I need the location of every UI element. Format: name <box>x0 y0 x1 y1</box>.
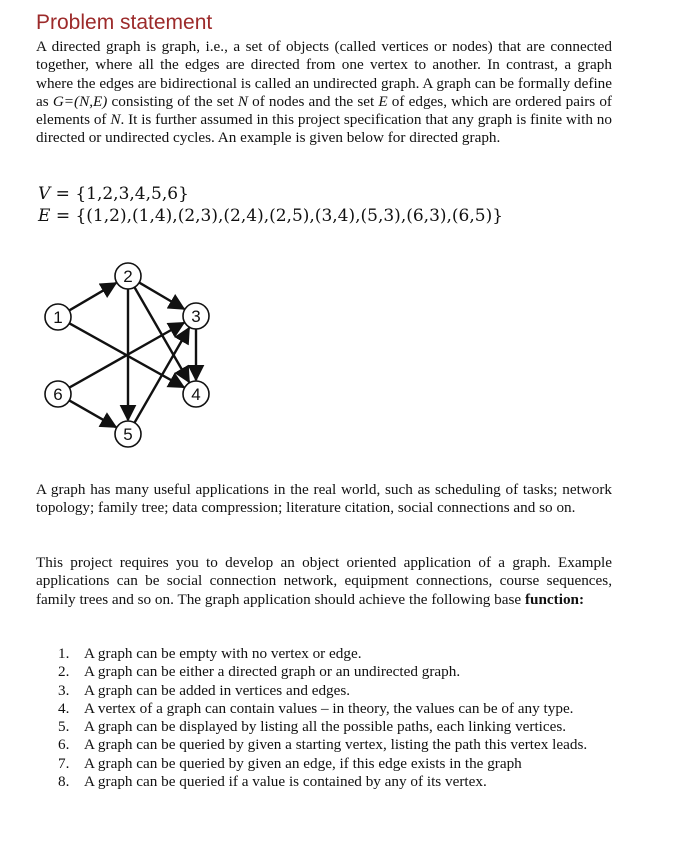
node-6 <box>45 381 71 407</box>
intro-node-set: N <box>237 92 248 110</box>
requirements-bold-label: function: <box>524 590 585 608</box>
applications-paragraph: A graph has many useful applications in the real world, such as scheduling of tasks; network topology; family tree; data compression; literature citation, social connections and so on. <box>36 481 612 517</box>
list-item: 2. A graph can be either a directed graph or an undirected graph. <box>58 663 461 681</box>
edge-1-2 <box>69 283 116 310</box>
directed-graph-diagram <box>36 258 222 454</box>
node-label: 3 <box>191 307 201 326</box>
intro-paragraph <box>36 38 612 148</box>
list-item: 8. A graph can be queried if a value is contained by any of its vertex. <box>58 773 487 791</box>
intro-text-1: A directed graph is graph, i.e., a set of objects (called vertices or nodes) that are connected together, where all the edges are directed from one vertex to another. In contrast, a graph where the edges are bidirectional is called an undirected graph. A graph can be formally define as <box>36 38 612 110</box>
edge-5-3 <box>134 328 189 423</box>
node-label: 4 <box>191 385 201 404</box>
node-3 <box>183 303 209 329</box>
list-item: 4. A vertex of a graph can contain values – in theory, the values can be of any type. <box>58 699 574 717</box>
function-list <box>58 645 618 791</box>
intro-text-2: consisting of the set <box>107 92 238 110</box>
list-item: 6. A graph can be queried by given a starting vertex, listing the path this vertex leads. <box>58 736 588 754</box>
intro-edge-set: E <box>378 92 388 110</box>
list-item: 7. A graph can be queried by given an edge, if this edge exists in the graph <box>58 754 522 772</box>
list-item: 5. A graph can be displayed by listing all the possible paths, each linking vertices. <box>58 718 567 736</box>
edge-set-equation <box>38 206 503 226</box>
requirements-paragraph <box>36 554 612 609</box>
intro-text-3: of nodes and the set <box>247 92 379 110</box>
edge-6-5 <box>69 400 116 427</box>
node-4 <box>183 381 209 407</box>
node-label: 1 <box>53 308 63 327</box>
node-1 <box>45 304 71 330</box>
intro-text-4: of edges, which are ordered pairs of elements of <box>36 92 612 129</box>
intro-graph-def: G=(N,E) <box>52 92 108 110</box>
node-label: 6 <box>53 385 63 404</box>
edge-symbol: E <box>38 206 51 226</box>
vertex-set-values: = {1,2,3,4,5,6} <box>50 184 189 204</box>
node-2 <box>115 263 141 289</box>
edge-set-values: = {(1,2),(1,4),(2,3),(2,4),(2,5),(3,4),(5,3),(6,3),(6,5)} <box>50 206 504 226</box>
list-item: 3. A graph can be added in vertices and edges. <box>58 681 351 699</box>
page-title: Problem statement <box>36 11 213 34</box>
node-label: 5 <box>123 425 133 444</box>
vertex-set-equation <box>38 184 189 204</box>
list-item: 1. A graph can be empty with no vertex or edge. <box>58 645 362 662</box>
node-5 <box>115 421 141 447</box>
vertex-symbol: V <box>38 184 51 204</box>
intro-node-set-2: N <box>110 111 121 129</box>
requirements-text: This project requires you to develop an object oriented application of a graph. Example applications can be social connection network, equipment connections, course sequences, family trees and so on. The graph application should achieve the following base <box>36 554 612 608</box>
intro-text-5: . It is further assumed in this project specification that any graph is finite with no directed or undirected cycles. An example is given below for directed graph. <box>36 111 612 147</box>
node-label: 2 <box>123 267 133 286</box>
